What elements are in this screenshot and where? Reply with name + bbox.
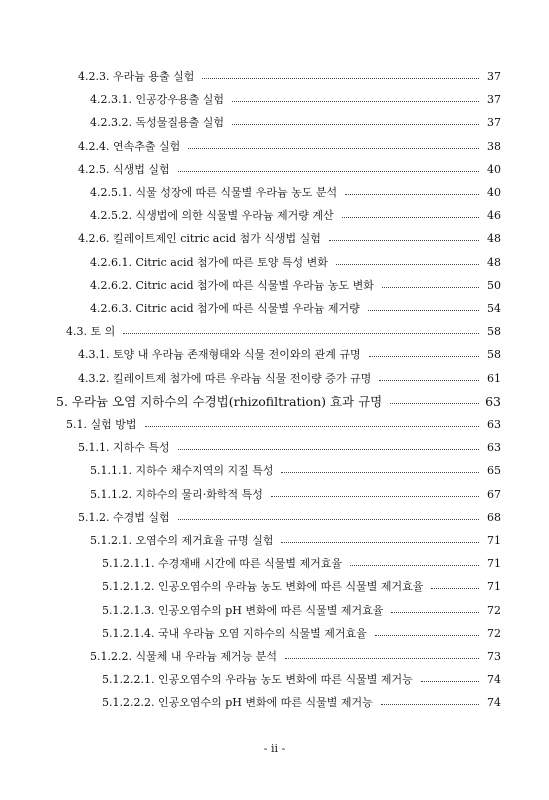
toc-entry[interactable] [78, 439, 501, 457]
toc-entry[interactable] [102, 694, 501, 712]
dot-leader [188, 148, 479, 149]
toc-entry[interactable] [102, 602, 501, 620]
dot-leader [285, 658, 479, 659]
page-number-footer: - ii - [263, 742, 286, 755]
toc-entry-label: 5.1.2.2.1. 인공오염수의 우라늄 농도 변화에 따른 식물별 제거능 [102, 673, 413, 687]
toc-entry-label: 5.1.1.1. 지하수 채수지역의 지질 특성 [90, 464, 274, 478]
toc-entry-label: 5.1.2.1.3. 인공오염수의 pH 변화에 따른 식물별 제거효율 [102, 603, 384, 617]
toc-entry[interactable] [66, 323, 501, 341]
dot-leader [381, 704, 479, 705]
toc-entry-page-number: 54 [487, 302, 501, 315]
dot-leader [336, 264, 479, 265]
toc-entry-page-number: 61 [487, 371, 501, 385]
toc-entry[interactable] [90, 648, 501, 666]
toc-entry-label: 4.2.6. 킬레이트제인 citric acid 첨가 식생법 실험 [78, 232, 321, 246]
toc-entry-label: 5.1.1. 지하수 특성 [78, 441, 170, 455]
toc-entry-label: 4.3.1. 토양 내 우라늄 존재형태와 식물 전이와의 관계 규명 [78, 348, 361, 362]
toc-entry[interactable] [90, 207, 501, 225]
toc-entry[interactable] [90, 254, 501, 272]
toc-entry-label: 5.1.2.2.2. 인공오염수의 pH 변화에 따른 식물별 제거능 [102, 696, 373, 710]
toc-entry-page-number: 46 [487, 209, 501, 223]
dot-leader [345, 194, 479, 195]
toc-entry-page-number: 63 [487, 441, 501, 455]
toc-entry-page-number: 48 [487, 232, 501, 246]
toc-entry-label: 5.1.1.2. 지하수의 물리·화학적 특성 [90, 487, 263, 501]
dot-leader [421, 681, 479, 682]
toc-entry-label: 5.1.2.1.1. 수경재배 시간에 따른 식물별 제거효율 [102, 557, 342, 571]
toc-entry[interactable] [90, 300, 501, 318]
toc-entry-label: 5.1.2.1.2. 인공오염수의 우라늄 농도 변화에 따른 식물별 제거효율 [102, 580, 424, 594]
toc-entry-label: 4.2.5.1. 식물 성장에 따른 식물별 우라늄 농도 분석 [90, 186, 338, 199]
dot-leader [202, 78, 479, 79]
toc-entry-label: 4.2.3.2. 독성물질용출 실험 [90, 116, 224, 130]
toc-entry-page-number: 48 [487, 255, 501, 269]
dot-leader [431, 588, 479, 589]
toc-entry[interactable] [78, 68, 501, 86]
dot-leader [178, 519, 479, 520]
toc-entry[interactable] [78, 509, 501, 527]
toc-entry-label: 4.2.6.1. Citric acid 첨가에 따른 토양 특성 변화 [90, 255, 328, 269]
toc-entry-page-number: 67 [487, 487, 501, 501]
dot-leader [342, 217, 479, 218]
toc-entry[interactable] [78, 138, 501, 156]
toc-entry-page-number: 63 [485, 393, 501, 409]
dot-leader [232, 124, 479, 125]
toc-entry-page-number: 71 [487, 580, 501, 594]
toc-entry-label: 4.2.5. 식생법 실험 [78, 162, 170, 176]
toc-entry[interactable] [90, 91, 501, 109]
toc-entry[interactable] [78, 230, 501, 248]
toc-entry[interactable] [90, 486, 501, 504]
toc-entry[interactable] [90, 184, 501, 202]
toc-entry-page-number: 37 [487, 70, 501, 83]
dot-leader [368, 310, 479, 311]
toc-entry-label: 5.1.2.1.4. 국내 우라늄 오염 지하수의 식물별 제거효율 [102, 626, 367, 640]
toc-entry-label: 5.1.2.2. 식물체 내 우라늄 제거능 분석 [90, 650, 277, 663]
toc-entry-label: 5. 우라늄 오염 지하수의 수경법(rhizofiltration) 효과 규명 [56, 393, 383, 409]
toc-entry-page-number: 58 [487, 325, 501, 339]
toc-entry-label: 5.1. 실험 방법 [66, 418, 137, 431]
dot-leader [350, 565, 479, 566]
toc-entry[interactable] [90, 532, 501, 550]
toc-entry[interactable] [78, 370, 501, 388]
toc-entry-page-number: 50 [487, 278, 501, 292]
toc-entry-label: 4.3.2. 킬레이트제 첨가에 따른 우라늄 식물 전이량 증가 규명 [78, 371, 372, 385]
dot-leader [379, 380, 479, 381]
toc-entry-page-number: 40 [487, 186, 501, 199]
dot-leader [145, 426, 480, 427]
toc-entry-page-number: 68 [487, 510, 501, 524]
toc-entry[interactable] [78, 346, 501, 364]
toc-entry-label: 4.3. 토 의 [66, 325, 116, 339]
toc-entry[interactable] [102, 578, 501, 596]
dot-leader [329, 240, 479, 241]
dot-leader [271, 496, 479, 497]
dot-leader [391, 612, 479, 613]
toc-entry-page-number: 71 [487, 534, 501, 547]
dot-leader [369, 356, 479, 357]
dot-leader [281, 472, 479, 473]
dot-leader [390, 403, 479, 404]
dot-leader [123, 333, 479, 334]
toc-entry-page-number: 74 [487, 696, 501, 710]
dot-leader [232, 101, 479, 102]
toc-entry-label: 4.2.6.3. Citric acid 첨가에 따른 식물별 우라늄 제거량 [90, 302, 360, 315]
dot-leader [375, 635, 479, 636]
toc-entry-page-number: 37 [487, 93, 501, 107]
toc-entry[interactable] [102, 625, 501, 643]
dot-leader [178, 171, 479, 172]
toc-entry-page-number: 38 [487, 139, 501, 153]
toc-entry-page-number: 71 [487, 557, 501, 571]
toc-entry-page-number: 58 [487, 348, 501, 362]
toc-entry-page-number: 72 [487, 626, 501, 640]
toc-entry-label: 4.2.3.1. 인공강우용출 실험 [90, 93, 224, 107]
toc-entry-label: 4.2.3. 우라늄 용출 실험 [78, 70, 195, 83]
toc-entry[interactable] [66, 416, 501, 434]
toc-entry[interactable] [90, 114, 501, 132]
dot-leader [281, 542, 479, 543]
toc-entry-label: 4.2.5.2. 식생법에 의한 식물별 우라늄 제거량 계산 [90, 209, 334, 223]
toc-entry-page-number: 73 [487, 650, 501, 663]
toc-entry-page-number: 65 [487, 464, 501, 478]
toc-entry-page-number: 40 [487, 162, 501, 176]
toc-entry[interactable] [90, 277, 501, 295]
dot-leader [178, 449, 479, 450]
toc-entry[interactable] [56, 393, 501, 411]
toc-entry[interactable] [102, 555, 501, 573]
toc-entry-label: 5.1.2.1. 오염수의 제거효율 규명 실험 [90, 534, 274, 547]
dot-leader [382, 287, 479, 288]
toc-entry-page-number: 63 [487, 418, 501, 431]
toc-entry-label: 5.1.2. 수경법 실험 [78, 510, 170, 524]
toc-entry[interactable] [90, 462, 501, 480]
toc-entry[interactable] [102, 671, 501, 689]
toc-entry[interactable] [78, 161, 501, 179]
toc-entry-label: 4.2.4. 연속추출 실험 [78, 139, 181, 153]
toc-entry-label: 4.2.6.2. Citric acid 첨가에 따른 식물별 우라늄 농도 변화 [90, 278, 374, 292]
toc-entry-page-number: 37 [487, 116, 501, 130]
toc-entry-page-number: 74 [487, 673, 501, 687]
toc-entry-page-number: 72 [487, 603, 501, 617]
